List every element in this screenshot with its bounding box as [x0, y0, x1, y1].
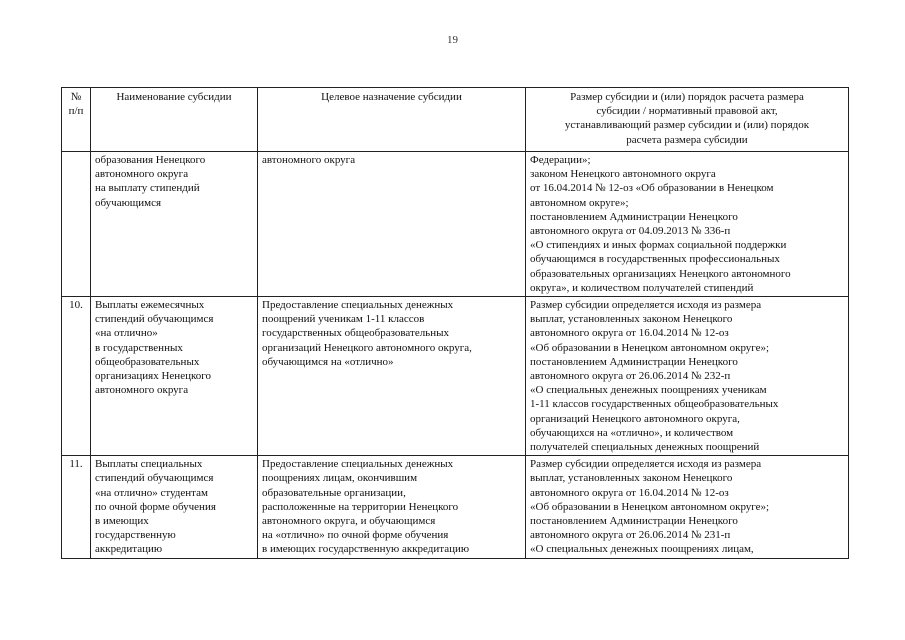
text-line: №	[70, 91, 82, 103]
text-line: постановлением Администрации Ненецкого	[530, 210, 738, 223]
text-line: автономного округа от 16.04.2014 № 12-оз	[530, 486, 729, 499]
text-line: поощрений ученикам 1-11 классов	[262, 313, 425, 326]
text-line: общеобразовательных	[95, 355, 200, 368]
text-line: аккредитацию	[95, 543, 163, 556]
text-line: 1-11 классов государственных общеобразовательных	[530, 398, 779, 411]
subsidy-size-cell	[526, 456, 849, 559]
text-line: образования Ненецкого	[95, 154, 206, 166]
header-num	[62, 88, 91, 152]
subsidy-table	[61, 87, 849, 559]
text-line: «Об образовании в Ненецком автономном округе»;	[530, 500, 770, 513]
subsidy-name-cell	[91, 152, 258, 297]
text-line: организаций Ненецкого автономного округа,	[262, 341, 472, 354]
subsidy-name-cell	[91, 297, 258, 456]
text-line: организаций Ненецкого автономного округа,	[530, 412, 740, 425]
text-line: «О стипендиях и иных формах социальной поддержки	[530, 239, 787, 252]
table-row	[62, 456, 849, 559]
text-line: на выплату стипендий	[95, 182, 200, 195]
text-line: устанавливающий размер субсидии и (или) порядок	[564, 119, 810, 132]
text-line: государственных общеобразовательных	[262, 327, 449, 340]
text-line: в имеющих	[95, 515, 149, 528]
text-line: образовательные организации,	[262, 486, 406, 499]
text-line: автономном округе»;	[530, 196, 629, 209]
text-line: Размер субсидии определяется исходя из размера	[530, 299, 762, 312]
text-line: законом Ненецкого автономного округа	[530, 168, 716, 181]
text-line: Размер субсидии и (или) порядок расчета размера	[570, 91, 804, 103]
table-row	[62, 152, 849, 297]
text-line: по очной форме обучения	[95, 500, 216, 513]
text-line: «О специальных денежных поощрениях ученикам	[530, 384, 767, 397]
text-line: поощрениях лицам, окончившим	[262, 472, 418, 485]
text-line: Предоставление специальных денежных	[262, 458, 454, 471]
text-line: стипендий обучающимся	[95, 472, 214, 485]
subsidy-size-cell	[526, 152, 849, 297]
text-line: «О специальных денежных поощрениях лицам,	[530, 543, 754, 556]
text-line: расчета размера субсидии	[626, 133, 748, 146]
text-line: автономного округа	[95, 168, 189, 181]
row-number	[62, 152, 91, 297]
table-row	[62, 297, 849, 456]
subsidy-purpose-cell	[258, 456, 526, 559]
text-line: в государственных	[95, 341, 183, 354]
row-number: 10.	[62, 297, 91, 456]
text-line: Федерации»;	[530, 154, 591, 166]
text-line: обучающимся на «отлично»	[262, 355, 394, 368]
text-line: выплат, установленных законом Ненецкого	[530, 472, 733, 485]
text-line: «на отлично» студентам	[95, 486, 208, 499]
subsidy-purpose-cell	[258, 297, 526, 456]
text-line: Предоставление специальных денежных	[262, 299, 454, 312]
subsidy-size-cell	[526, 297, 849, 456]
table-header-row	[62, 88, 849, 152]
text-line: государственную	[95, 529, 176, 542]
page-number: 19	[447, 34, 458, 46]
text-line: от 16.04.2014 № 12-оз «Об образовании в Ненецком	[530, 182, 774, 195]
text-line: Выплаты ежемесячных	[95, 299, 205, 312]
text-line: в имеющих государственную аккредитацию	[262, 543, 470, 556]
text-line: автономного округа, и обучающимся	[262, 515, 436, 528]
subsidy-purpose-cell	[258, 152, 526, 297]
text-line: выплат, установленных законом Ненецкого	[530, 313, 733, 326]
text-line: Наименование субсидии	[116, 91, 232, 103]
header-purpose	[258, 88, 526, 152]
text-line: организациях Ненецкого	[95, 370, 211, 383]
text-line: автономного округа	[262, 154, 356, 166]
text-line: Выплаты специальных	[95, 458, 203, 471]
text-line: обучающимся в государственных профессиональных	[530, 253, 780, 266]
header-size	[526, 88, 849, 152]
text-line: «на отлично»	[95, 327, 158, 340]
header-name	[91, 88, 258, 152]
text-line: автономного округа от 26.06.2014 № 231-п	[530, 529, 731, 542]
text-line: округа», и количеством получателей стипендий	[530, 281, 754, 294]
text-line: «Об образовании в Ненецком автономном округе»;	[530, 341, 770, 354]
text-line: Целевое назначение субсидии	[321, 91, 462, 103]
text-line: обучающихся на «отлично», и количеством	[530, 426, 734, 439]
text-line: образовательных организациях Ненецкого автономного	[530, 267, 791, 280]
text-line: расположенные на территории Ненецкого	[262, 500, 459, 513]
text-line: субсидии / нормативный правовой акт,	[596, 105, 778, 118]
text-line: на «отлично» по очной форме обучения	[262, 529, 449, 542]
text-line: стипендий обучающимся	[95, 313, 214, 326]
text-line: постановлением Администрации Ненецкого	[530, 355, 738, 368]
text-line: автономного округа	[95, 384, 189, 397]
text-line: Размер субсидии определяется исходя из размера	[530, 458, 762, 471]
text-line: автономного округа от 26.06.2014 № 232-п	[530, 370, 731, 383]
text-line: обучающимся	[95, 196, 162, 209]
text-line: автономного округа от 16.04.2014 № 12-оз	[530, 327, 729, 340]
subsidy-name-cell	[91, 456, 258, 559]
text-line: п/п	[68, 105, 84, 118]
text-line: получателей специальных денежных поощрений	[530, 441, 760, 454]
row-number: 11.	[62, 456, 91, 559]
text-line: постановлением Администрации Ненецкого	[530, 515, 738, 528]
text-line: автономного округа от 04.09.2013 № 336-п	[530, 225, 731, 238]
